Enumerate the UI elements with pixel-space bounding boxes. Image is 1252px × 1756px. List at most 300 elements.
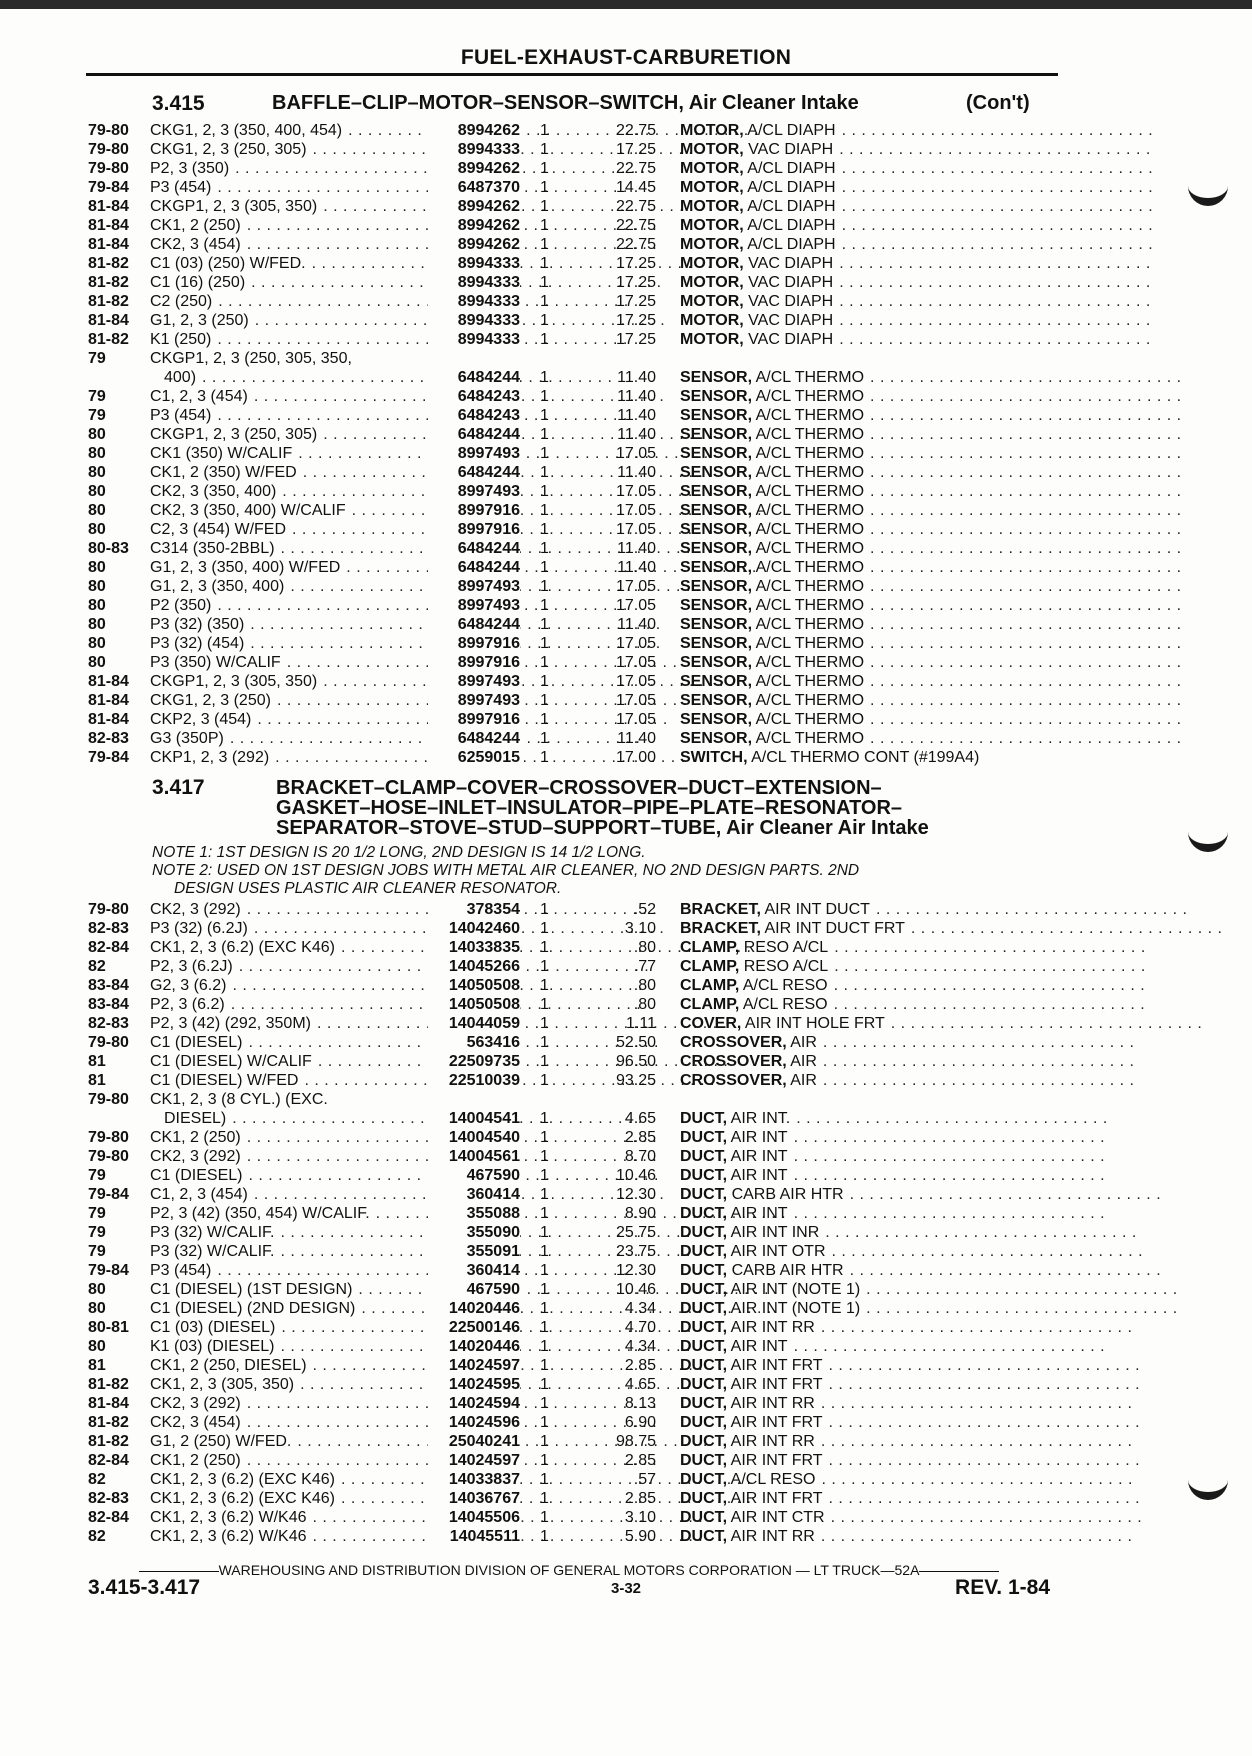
part-number: 6484243 <box>428 406 520 425</box>
application: P2, 3 (6.2) . . . <box>150 995 502 1014</box>
description-part-name: SWITCH, <box>680 749 748 766</box>
part-number: 6259015 <box>428 748 520 767</box>
description <box>680 235 1154 254</box>
part-number: 8997493 <box>428 691 520 710</box>
part-number: 8997493 <box>428 482 520 501</box>
price: .80 <box>633 977 656 994</box>
quantity: 1 <box>540 597 549 614</box>
part-number: 14042460 <box>428 919 520 938</box>
dot-leader: . . . . . . . . . . . . . . . . . . . . . . . . . . . . . . . . <box>828 1357 1141 1374</box>
quantity: 1 <box>540 1129 549 1146</box>
table-row <box>88 1299 1178 1318</box>
part-number: 8997916 <box>428 520 520 539</box>
quantity: 1 <box>540 1414 549 1431</box>
dot-leader: . . . . . . . . . . . . . . . . . . . . . . . . . . . . . . . . <box>841 236 1154 253</box>
description-part-name: SENSOR, <box>680 407 753 424</box>
year-range: 81-84 <box>88 312 129 329</box>
part-number: 8994333 <box>428 140 520 159</box>
application: P2 (350) . . . <box>150 596 502 615</box>
application: C1 (DIESEL) (2ND DESIGN) . . . <box>150 1299 502 1318</box>
dot-leader: . . . . . . . . . . . . . . . . . . . . . . . . . . . . . . . . <box>793 1129 1106 1146</box>
table-row <box>88 539 1182 558</box>
description-detail: VAC DIAPH <box>748 312 834 329</box>
table-row <box>88 1223 1137 1242</box>
year-range: 82 <box>88 1528 106 1545</box>
description-detail: A/CL THERMO <box>755 635 865 652</box>
application: C1 (03) (250) W/FED. . . . <box>150 254 502 273</box>
year-range: 79 <box>88 1224 106 1241</box>
description-detail: A/CL THERMO <box>755 426 865 443</box>
application: CK2, 3 (292) . . . <box>150 1147 502 1166</box>
description <box>680 1489 1141 1508</box>
dot-leader: . . . . . . . . . . . . . . . . . . . . . . . . . . . . . . . . <box>870 369 1182 386</box>
table-row <box>88 957 1146 976</box>
description <box>680 1033 1135 1052</box>
dot-leader: . . . . . . . . . . . . . . . . . . . . . . . . . . . . . . . . <box>839 274 1151 291</box>
quantity: 1 <box>540 160 549 177</box>
description-detail: AIR INT FRT <box>730 1357 823 1374</box>
description-part-name: DUCT, <box>680 1338 728 1355</box>
application: CK2, 3 (292) . . . <box>150 900 502 919</box>
description-detail: AIR INT RR <box>730 1395 815 1412</box>
table-row <box>88 1147 1106 1166</box>
description <box>680 1375 1141 1394</box>
description-detail: A/CL THERMO <box>755 407 865 424</box>
part-number: 360414 <box>428 1261 520 1280</box>
dot-leader: . . . . . . . . . . . . . . . . . . . . . . . . . . . . . . . . <box>796 1110 1108 1127</box>
application: P3 (32) (6.2J) . . . <box>150 919 502 938</box>
application: C2, 3 (454) W/FED . . . <box>150 520 502 539</box>
part-number: 14050508 <box>428 995 520 1014</box>
price: 17.00 <box>615 749 656 766</box>
binder-hole-mark <box>1188 172 1228 198</box>
description <box>680 140 1151 159</box>
description <box>680 159 1154 178</box>
description <box>680 653 1182 672</box>
application: CKGP1, 2, 3 (305, 350) . . . <box>150 672 502 691</box>
description <box>680 1261 1162 1280</box>
note-2: NOTE 2: USED ON 1ST DESIGN JOBS WITH METAL AIR CLEANER, NO 2ND DESIGN PARTS. 2ND <box>152 862 860 879</box>
quantity: 1 <box>540 274 549 291</box>
price: 2.85 <box>624 1490 656 1507</box>
table-row <box>88 444 1182 463</box>
quantity: 1 <box>540 958 549 975</box>
application: CK1, 2 (350) W/FED . . . <box>150 463 502 482</box>
part-number: 6484244 <box>428 425 520 444</box>
description <box>680 330 1151 349</box>
price: 14.45 <box>615 179 656 196</box>
dot-leader: . . . . . . . . . . . . . . . . . . . . . . . . . . . . . . . . <box>849 1262 1162 1279</box>
table-row <box>88 1166 1106 1185</box>
description-detail: AIR <box>790 1072 817 1089</box>
quantity: 1 <box>540 1338 549 1355</box>
year-range: 81-82 <box>88 274 129 291</box>
description <box>680 729 1182 748</box>
description-part-name: SENSOR, <box>680 654 753 671</box>
part-number: 355088 <box>428 1204 520 1223</box>
quantity: 1 <box>540 616 549 633</box>
quantity: 1 <box>540 673 549 690</box>
dot-leader: . . . . . . . . . . . . . . . . . . . . . . . . . . . . . . . . <box>839 255 1151 272</box>
price: 2.85 <box>624 1452 656 1469</box>
quantity: 1 <box>540 1224 549 1241</box>
title-rule <box>86 73 1058 76</box>
price: 11.40 <box>617 388 656 405</box>
application: P3 (454) . . . <box>150 178 502 197</box>
dot-leader: . . . . . . . . . . . . . . . . . . . . . . . . . . . . . . . . <box>841 160 1154 177</box>
table-row <box>88 1413 1141 1432</box>
application: CK1, 2 (250) . . . <box>150 1128 502 1147</box>
quantity: 1 <box>540 521 549 538</box>
description-part-name: MOTOR, <box>680 293 744 310</box>
application: C1 (03) (DIESEL) . . . <box>150 1318 502 1337</box>
dot-leader: . . . . . . . . . . . . . . . . . . . . . . . . . . . . . . . . <box>820 1433 1133 1450</box>
description-detail: A/CL THERMO <box>755 521 865 538</box>
description-part-name: DUCT, <box>680 1300 728 1317</box>
description-part-name: MOTOR, <box>680 331 744 348</box>
description-part-name: SENSOR, <box>680 502 753 519</box>
description-part-name: CROSSOVER, <box>680 1072 787 1089</box>
dot-leader: . . . . . . . . . . . . . . . . . . . . . . . . . . . . . . . . <box>866 1300 1178 1317</box>
dot-leader: . . . . . . . . . . . . . . . . . . . . . . . . . . . . . . . . <box>870 692 1182 709</box>
footer-page-number: 3-32 <box>610 1580 642 1597</box>
description-part-name: DUCT, <box>680 1319 728 1336</box>
table-row <box>88 235 1154 254</box>
quantity: 1 <box>540 312 549 329</box>
application: CK2, 3 (350, 400) W/CALIF . . . <box>150 501 502 520</box>
description-part-name: CLAMP, <box>680 958 740 975</box>
quantity: 1 <box>540 578 549 595</box>
year-range: 79 <box>88 1167 106 1184</box>
description <box>680 216 1154 235</box>
description-detail: AIR INT <box>730 1129 788 1146</box>
description-part-name: DUCT, <box>680 1110 728 1127</box>
description <box>680 710 1182 729</box>
dot-leader: . . . . . . . . . . . . . . . . . . . . . . . . . . . . . . . . <box>870 635 1182 652</box>
quantity: 1 <box>540 1471 549 1488</box>
dot-leader: . . . . . . . . . . . . . . . . . . . . . . . . . . . . . . . . <box>828 1376 1141 1393</box>
dot-leader: . . . . . . . . . . . . . . . . . . . . . . . . . . . . . . . . <box>870 711 1182 728</box>
price: 17.25 <box>615 255 656 272</box>
description-detail: VAC DIAPH <box>748 141 834 158</box>
dot-leader: . . . . . . . . . . . . . . . . . . . . . . . . . . . . . . . . <box>839 312 1151 329</box>
price: 4.34 <box>624 1300 656 1317</box>
application: CK2, 3 (350, 400) . . . <box>150 482 502 501</box>
year-range: 81 <box>88 1053 106 1070</box>
dot-leader: . . . . . . . . . . . . . . . . . . . . . . . . . . . . . . . . <box>870 654 1182 671</box>
table-row <box>88 1470 1133 1489</box>
quantity: 1 <box>540 388 549 405</box>
description <box>680 691 1182 710</box>
year-range: 80 <box>88 445 106 462</box>
description-detail: A/CL RESO <box>742 977 828 994</box>
table-row <box>88 1242 1144 1261</box>
quantity: 1 <box>540 920 549 937</box>
price: 11.40 <box>617 559 656 576</box>
description <box>680 520 1182 539</box>
price: 4.34 <box>624 1338 656 1355</box>
quantity: 1 <box>540 369 549 386</box>
description-part-name: DUCT, <box>680 1471 728 1488</box>
part-number: 8997493 <box>428 444 520 463</box>
part-number: 563416 <box>428 1033 520 1052</box>
application: CK1, 2, 3 (6.2) (EXC K46) . . . <box>150 1470 502 1489</box>
price: 23.75 <box>615 1243 656 1260</box>
price: 11.40 <box>617 730 656 747</box>
description-detail: AIR INT RR <box>730 1528 815 1545</box>
price: 22.75 <box>615 236 656 253</box>
description-detail: AIR INT RR <box>730 1433 815 1450</box>
description <box>680 596 1182 615</box>
quantity: 1 <box>540 1205 549 1222</box>
year-range: 81-82 <box>88 293 129 310</box>
price: 17.05 <box>615 502 656 519</box>
quantity: 1 <box>540 1357 549 1374</box>
application: CK1, 2 (250) . . . <box>150 216 502 235</box>
price: 22.75 <box>615 217 656 234</box>
footer-division: WAREHOUSING AND DISTRIBUTION DIVISION OF GENERAL MOTORS CORPORATION — LT TRUCK—52A <box>218 1562 920 1578</box>
year-range: 81-84 <box>88 236 129 253</box>
description-detail: A/CL DIAPH <box>747 122 836 139</box>
part-number: 14004540 <box>428 1128 520 1147</box>
part-number: 8994262 <box>428 216 520 235</box>
table-row <box>88 577 1182 596</box>
dot-leader: . . . . . . . . . . . . . . . . . . . . . . . . . . . . . . . . <box>822 1034 1135 1051</box>
table-row <box>88 1318 1133 1337</box>
section-1-number: 3.415 <box>152 92 205 115</box>
application: G1, 2, 3 (250) . . . <box>150 311 502 330</box>
year-range: 79-80 <box>88 141 129 158</box>
table-row <box>88 1052 1135 1071</box>
description <box>680 634 1182 653</box>
table-row <box>88 121 1154 140</box>
description-part-name: SENSOR, <box>680 597 753 614</box>
description <box>680 178 1154 197</box>
quantity: 1 <box>540 502 549 519</box>
part-number: 8997493 <box>428 596 520 615</box>
year-range: 83-84 <box>88 996 129 1013</box>
description-part-name: DUCT, <box>680 1205 728 1222</box>
description-part-name: SENSOR, <box>680 692 753 709</box>
price: 11.40 <box>617 616 656 633</box>
table-row <box>88 1489 1141 1508</box>
description-detail: A/CL DIAPH <box>747 160 836 177</box>
price: 1.11 <box>626 1015 656 1032</box>
application: G1, 2, 3 (350, 400) W/FED . . . <box>150 558 502 577</box>
description <box>680 425 1182 444</box>
description <box>680 1014 1203 1033</box>
application: C1 (DIESEL) W/CALIF . . . <box>150 1052 502 1071</box>
description <box>680 1337 1106 1356</box>
table-row <box>88 406 1182 425</box>
part-number: 8997493 <box>428 577 520 596</box>
description-part-name: CLAMP, <box>680 939 740 956</box>
table-row <box>88 634 1182 653</box>
year-range: 79-80 <box>88 1034 129 1051</box>
description-detail: AIR INT CTR <box>730 1509 825 1526</box>
table-row <box>88 159 1154 178</box>
application: C1 (16) (250) . . . <box>150 273 502 292</box>
dot-leader: . . . . . . . . . . . . . . . . . . . . . . . . . . . . . . . . <box>910 920 1223 937</box>
application: G1, 2, 3 (350, 400) . . . <box>150 577 502 596</box>
table-row <box>88 900 1188 919</box>
description-part-name: SENSOR, <box>680 464 753 481</box>
year-range: 80 <box>88 521 106 538</box>
description-detail: A/CL THERMO <box>755 483 865 500</box>
price: 2.85 <box>624 1357 656 1374</box>
quantity: 1 <box>540 711 549 728</box>
year-range: 81 <box>88 1357 106 1374</box>
footer-revision: REV. 1-84 <box>955 1576 1050 1599</box>
description-detail: A/CL THERMO <box>755 388 865 405</box>
page-title: FUEL-EXHAUST-CARBURETION <box>460 46 792 69</box>
table-row <box>88 216 1154 235</box>
year-range: 82 <box>88 958 106 975</box>
footer-rule-right <box>919 1571 999 1572</box>
description-detail: A/CL DIAPH <box>747 198 836 215</box>
part-number: 467590 <box>428 1280 520 1299</box>
quantity: 1 <box>540 654 549 671</box>
application: CK1 (350) W/CALIF . . . <box>150 444 502 463</box>
description-part-name: DUCT, <box>680 1281 728 1298</box>
description-detail: A/CL THERMO CONT (#199A4) <box>751 749 980 766</box>
dot-leader: . . . . . . . . . . . . . . . . . . . . . . . . . . . . . . . . <box>870 673 1182 690</box>
dot-leader: . . . . . . . . . . . . . . . . . . . . . . . . . . . . . . . . <box>820 1528 1133 1545</box>
binder-hole-mark <box>1188 818 1228 844</box>
part-number: 8994262 <box>428 235 520 254</box>
application: P3 (32) W/CALIF. . . . <box>150 1223 502 1242</box>
description-detail: A/CL THERMO <box>755 540 865 557</box>
year-range: 81 <box>88 1072 106 1089</box>
year-range: 82-84 <box>88 1452 129 1469</box>
dot-leader: . . . . . . . . . . . . . . . . . . . . . . . . . . . . . . . . <box>849 1186 1162 1203</box>
part-number: 467590 <box>428 1166 520 1185</box>
description-detail: AIR INT FRT <box>730 1452 823 1469</box>
dot-leader: . . . . . . . . . . . . . . . . . . . . . . . . . . . . . . . . <box>870 540 1182 557</box>
year-range: 82 <box>88 1471 106 1488</box>
part-number: 6484244 <box>428 539 520 558</box>
dot-leader: . . . . . . . . . . . . . . . . . . . . . . . . . . . . . . . . <box>830 1509 1143 1526</box>
description-detail: A/CL RESO <box>742 996 828 1013</box>
description-part-name: DUCT, <box>680 1376 728 1393</box>
dot-leader: . . . . . . . . . . . . . . . . . . . . . . . . . . . . . . . . <box>870 426 1182 443</box>
description-part-name: DUCT, <box>680 1509 728 1526</box>
year-range: 79-80 <box>88 1148 129 1165</box>
description <box>680 1147 1106 1166</box>
year-range: 79-80 <box>88 1129 129 1146</box>
table-row <box>88 1033 1135 1052</box>
description <box>680 1223 1137 1242</box>
quantity: 1 <box>540 1490 549 1507</box>
description-part-name: SENSOR, <box>680 616 753 633</box>
part-number: 14024595 <box>428 1375 520 1394</box>
dot-leader: . . . . . . . . . . . . . . . . . . . . . . . . . . . . . . . . <box>793 1338 1106 1355</box>
section-2-parts-table <box>88 900 1223 1546</box>
quantity: 1 <box>540 141 549 158</box>
price: 22.75 <box>615 198 656 215</box>
part-number: 8997916 <box>428 634 520 653</box>
table-row <box>88 349 1050 368</box>
description-detail: AIR INT FRT <box>730 1376 823 1393</box>
application: CK1, 2 (250) . . . <box>150 1451 502 1470</box>
quantity: 1 <box>540 1452 549 1469</box>
description <box>680 1299 1178 1318</box>
description <box>680 672 1182 691</box>
quantity: 1 <box>540 692 549 709</box>
application: P3 (454) . . . <box>150 406 502 425</box>
description-part-name: DUCT, <box>680 1186 728 1203</box>
application: CK1, 2, 3 (6.2) (EXC K46) . . . <box>150 1489 502 1508</box>
price: 10.46 <box>615 1281 656 1298</box>
description-part-name: MOTOR, <box>680 236 744 253</box>
quantity: 1 <box>540 1034 549 1051</box>
dot-leader: . . . . . . . . . . . . . . . . . . . . . . . . . . . . . . . . <box>839 331 1151 348</box>
description <box>680 577 1182 596</box>
quantity: 1 <box>540 1528 549 1545</box>
description-detail: A/CL DIAPH <box>747 217 836 234</box>
description-part-name: SENSOR, <box>680 673 753 690</box>
dot-leader: . . . . . . . . . . . . . . . . . . . . . . . . . . . . . . . . <box>870 502 1182 519</box>
application: P2, 3 (6.2J) . . . <box>150 957 502 976</box>
table-row <box>88 292 1151 311</box>
description-detail: AIR INT (NOTE 1) <box>730 1300 861 1317</box>
year-range: 80 <box>88 578 106 595</box>
description-part-name: DUCT, <box>680 1490 728 1507</box>
application: K1 (250) . . . <box>150 330 502 349</box>
dot-leader: . . . . . . . . . . . . . . . . . . . . . . . . . . . . . . . . <box>870 521 1182 538</box>
price: 17.25 <box>615 331 656 348</box>
description-detail: AIR INT DUCT FRT <box>764 920 905 937</box>
table-row <box>88 938 1146 957</box>
dot-leader: . . . . . . . . . . . . . . . . . . . . . . . . . . . . . . . . <box>821 1471 1133 1488</box>
quantity: 1 <box>540 293 549 310</box>
table-row <box>88 1356 1141 1375</box>
section-2-number: 3.417 <box>152 776 205 799</box>
description-detail: A/CL THERMO <box>755 578 865 595</box>
part-number: 22509735 <box>428 1052 520 1071</box>
application: CKG1, 2, 3 (250, 305) . . . <box>150 140 502 159</box>
table-row <box>88 330 1151 349</box>
description-detail: A/CL THERMO <box>755 369 865 386</box>
part-number: 14045266 <box>428 957 520 976</box>
part-number: 14045511 <box>428 1527 520 1546</box>
quantity: 1 <box>540 198 549 215</box>
quantity: 1 <box>540 559 549 576</box>
price: 5.90 <box>624 1528 656 1545</box>
table-row <box>88 1337 1106 1356</box>
quantity: 1 <box>540 1376 549 1393</box>
section-2-title-line-2: GASKET–HOSE–INLET–INSULATOR–PIPE–PLATE–RESONATOR– <box>276 797 903 819</box>
description-part-name: SENSOR, <box>680 445 753 462</box>
description <box>680 1204 1106 1223</box>
description-part-name: CLAMP, <box>680 977 740 994</box>
description <box>680 121 1154 140</box>
year-range: 82-83 <box>88 1490 129 1507</box>
description-part-name: MOTOR, <box>680 141 744 158</box>
table-row <box>88 520 1182 539</box>
dot-leader: . . . . . . . . . . . . . . . . . . . . . . . . . . . . . . . . <box>870 730 1182 747</box>
dot-leader: . . . . . . . . . . . . . . . . . . . . . . . . . . . . . . . . <box>831 1243 1144 1260</box>
description-detail: AIR INT <box>730 1148 788 1165</box>
description-detail: AIR INT INR <box>730 1224 820 1241</box>
table-row <box>88 1394 1133 1413</box>
quantity: 1 <box>540 426 549 443</box>
description-part-name: MOTOR, <box>680 217 744 234</box>
quantity: 1 <box>540 996 549 1013</box>
application: C1, 2, 3 (454) . . . <box>150 387 502 406</box>
application: P2, 3 (350) . . . <box>150 159 502 178</box>
description-part-name: DUCT, <box>680 1357 728 1374</box>
